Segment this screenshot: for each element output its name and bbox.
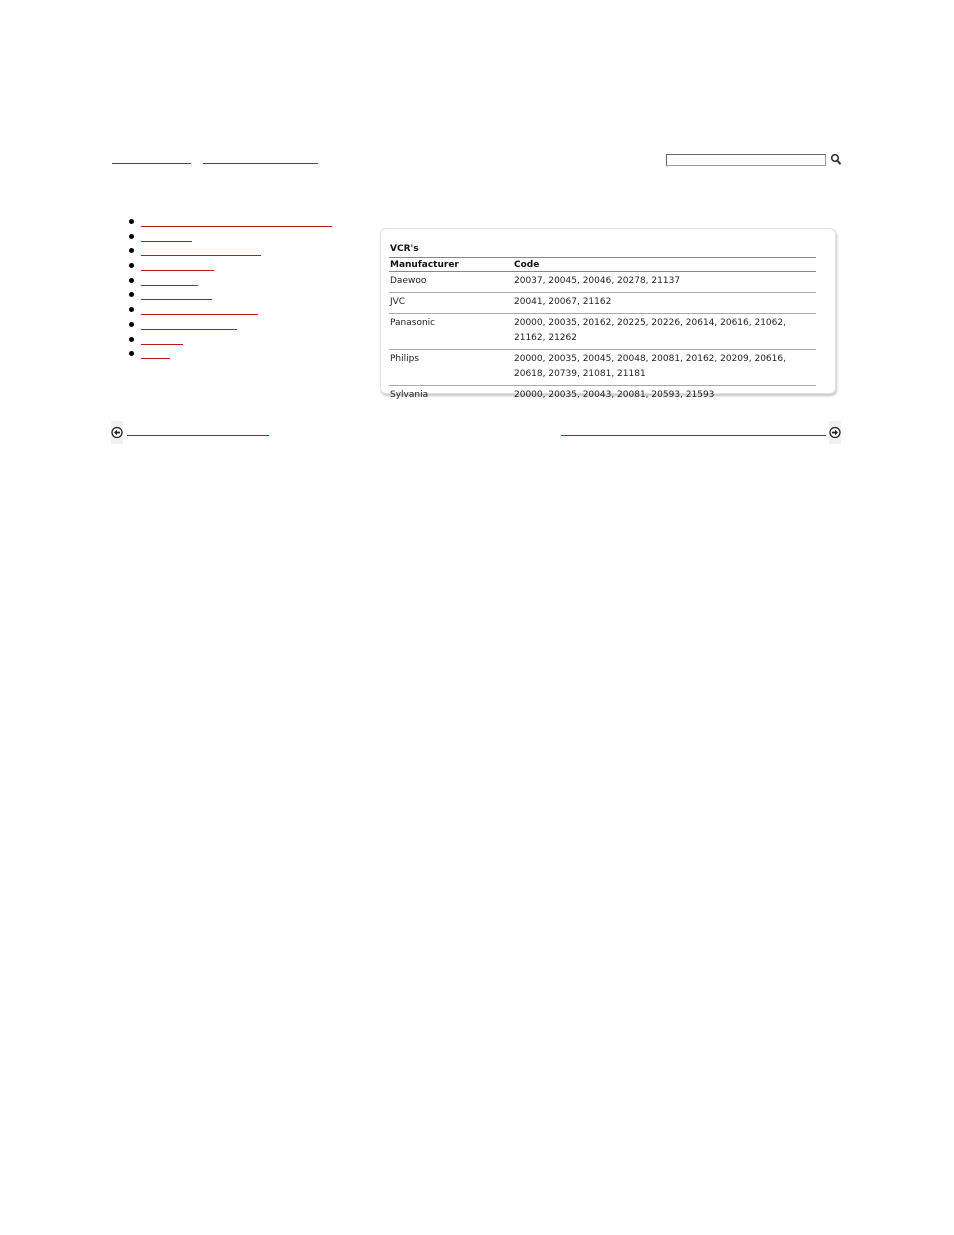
panel-title: VCR's [390, 244, 419, 254]
bullet [129, 234, 134, 239]
nav-link-4[interactable] [141, 260, 214, 271]
nav-link-5[interactable] [141, 275, 198, 286]
breadcrumb-link-2[interactable] [203, 151, 318, 164]
manufacturer-cell: JVC [389, 293, 513, 314]
magnifier-icon [830, 153, 842, 166]
table-row [389, 314, 816, 350]
table-row [389, 386, 816, 407]
table-header-row [389, 258, 816, 272]
next-page-button[interactable] [829, 421, 841, 444]
manufacturer-cell: Daewoo [389, 272, 513, 293]
nav-link-9[interactable] [141, 334, 183, 345]
bullet [129, 322, 134, 327]
manufacturer-cell: Philips [389, 350, 513, 386]
nav-link-10[interactable] [141, 348, 170, 359]
manufacturer-cell: Sylvania [390, 390, 429, 400]
bullet [129, 292, 134, 297]
prev-page-link[interactable] [127, 425, 269, 436]
column-header-code: Code [513, 258, 816, 272]
column-header-manufacturer: Manufacturer [389, 258, 513, 272]
code-cell: 20037, 20045, 20046, 20278, 21137 [513, 272, 816, 293]
bullet [129, 337, 134, 342]
bullet [129, 307, 134, 312]
bullet [129, 351, 134, 356]
codes-table [389, 257, 816, 406]
table-row [389, 293, 816, 314]
bullet [129, 278, 134, 283]
breadcrumb-link-1[interactable] [112, 151, 191, 164]
nav-link-2[interactable] [141, 231, 192, 242]
arrow-left-circle-icon [111, 421, 123, 444]
nav-link-3[interactable] [141, 245, 261, 256]
bullet [129, 219, 134, 224]
code-cell: 20000, 20035, 20043, 20081, 20593, 21593 [514, 390, 715, 400]
bullet [129, 263, 134, 268]
nav-link-8[interactable] [141, 319, 237, 330]
next-page-link[interactable] [561, 425, 826, 436]
vcr-codes-panel [380, 228, 836, 400]
nav-link-1[interactable] [141, 216, 332, 227]
arrow-right-circle-icon [829, 421, 841, 444]
nav-link-6[interactable] [141, 289, 212, 300]
table-row [389, 350, 816, 386]
code-cell: 20000, 20035, 20162, 20225, 20226, 20614, 20616, 21062, 21162, 21262 [513, 314, 816, 350]
manufacturer-cell: Panasonic [389, 314, 513, 350]
bullet [129, 248, 134, 253]
code-cell: 20041, 20067, 21162 [513, 293, 816, 314]
search-button[interactable] [830, 153, 842, 166]
code-cell: 20000, 20035, 20045, 20048, 20081, 20162, 20209, 20616, 20618, 20739, 21081, 21181 [513, 350, 816, 386]
prev-page-button[interactable] [111, 421, 123, 444]
search-input[interactable] [666, 154, 826, 166]
table-row [389, 272, 816, 293]
nav-link-7[interactable] [141, 304, 258, 315]
